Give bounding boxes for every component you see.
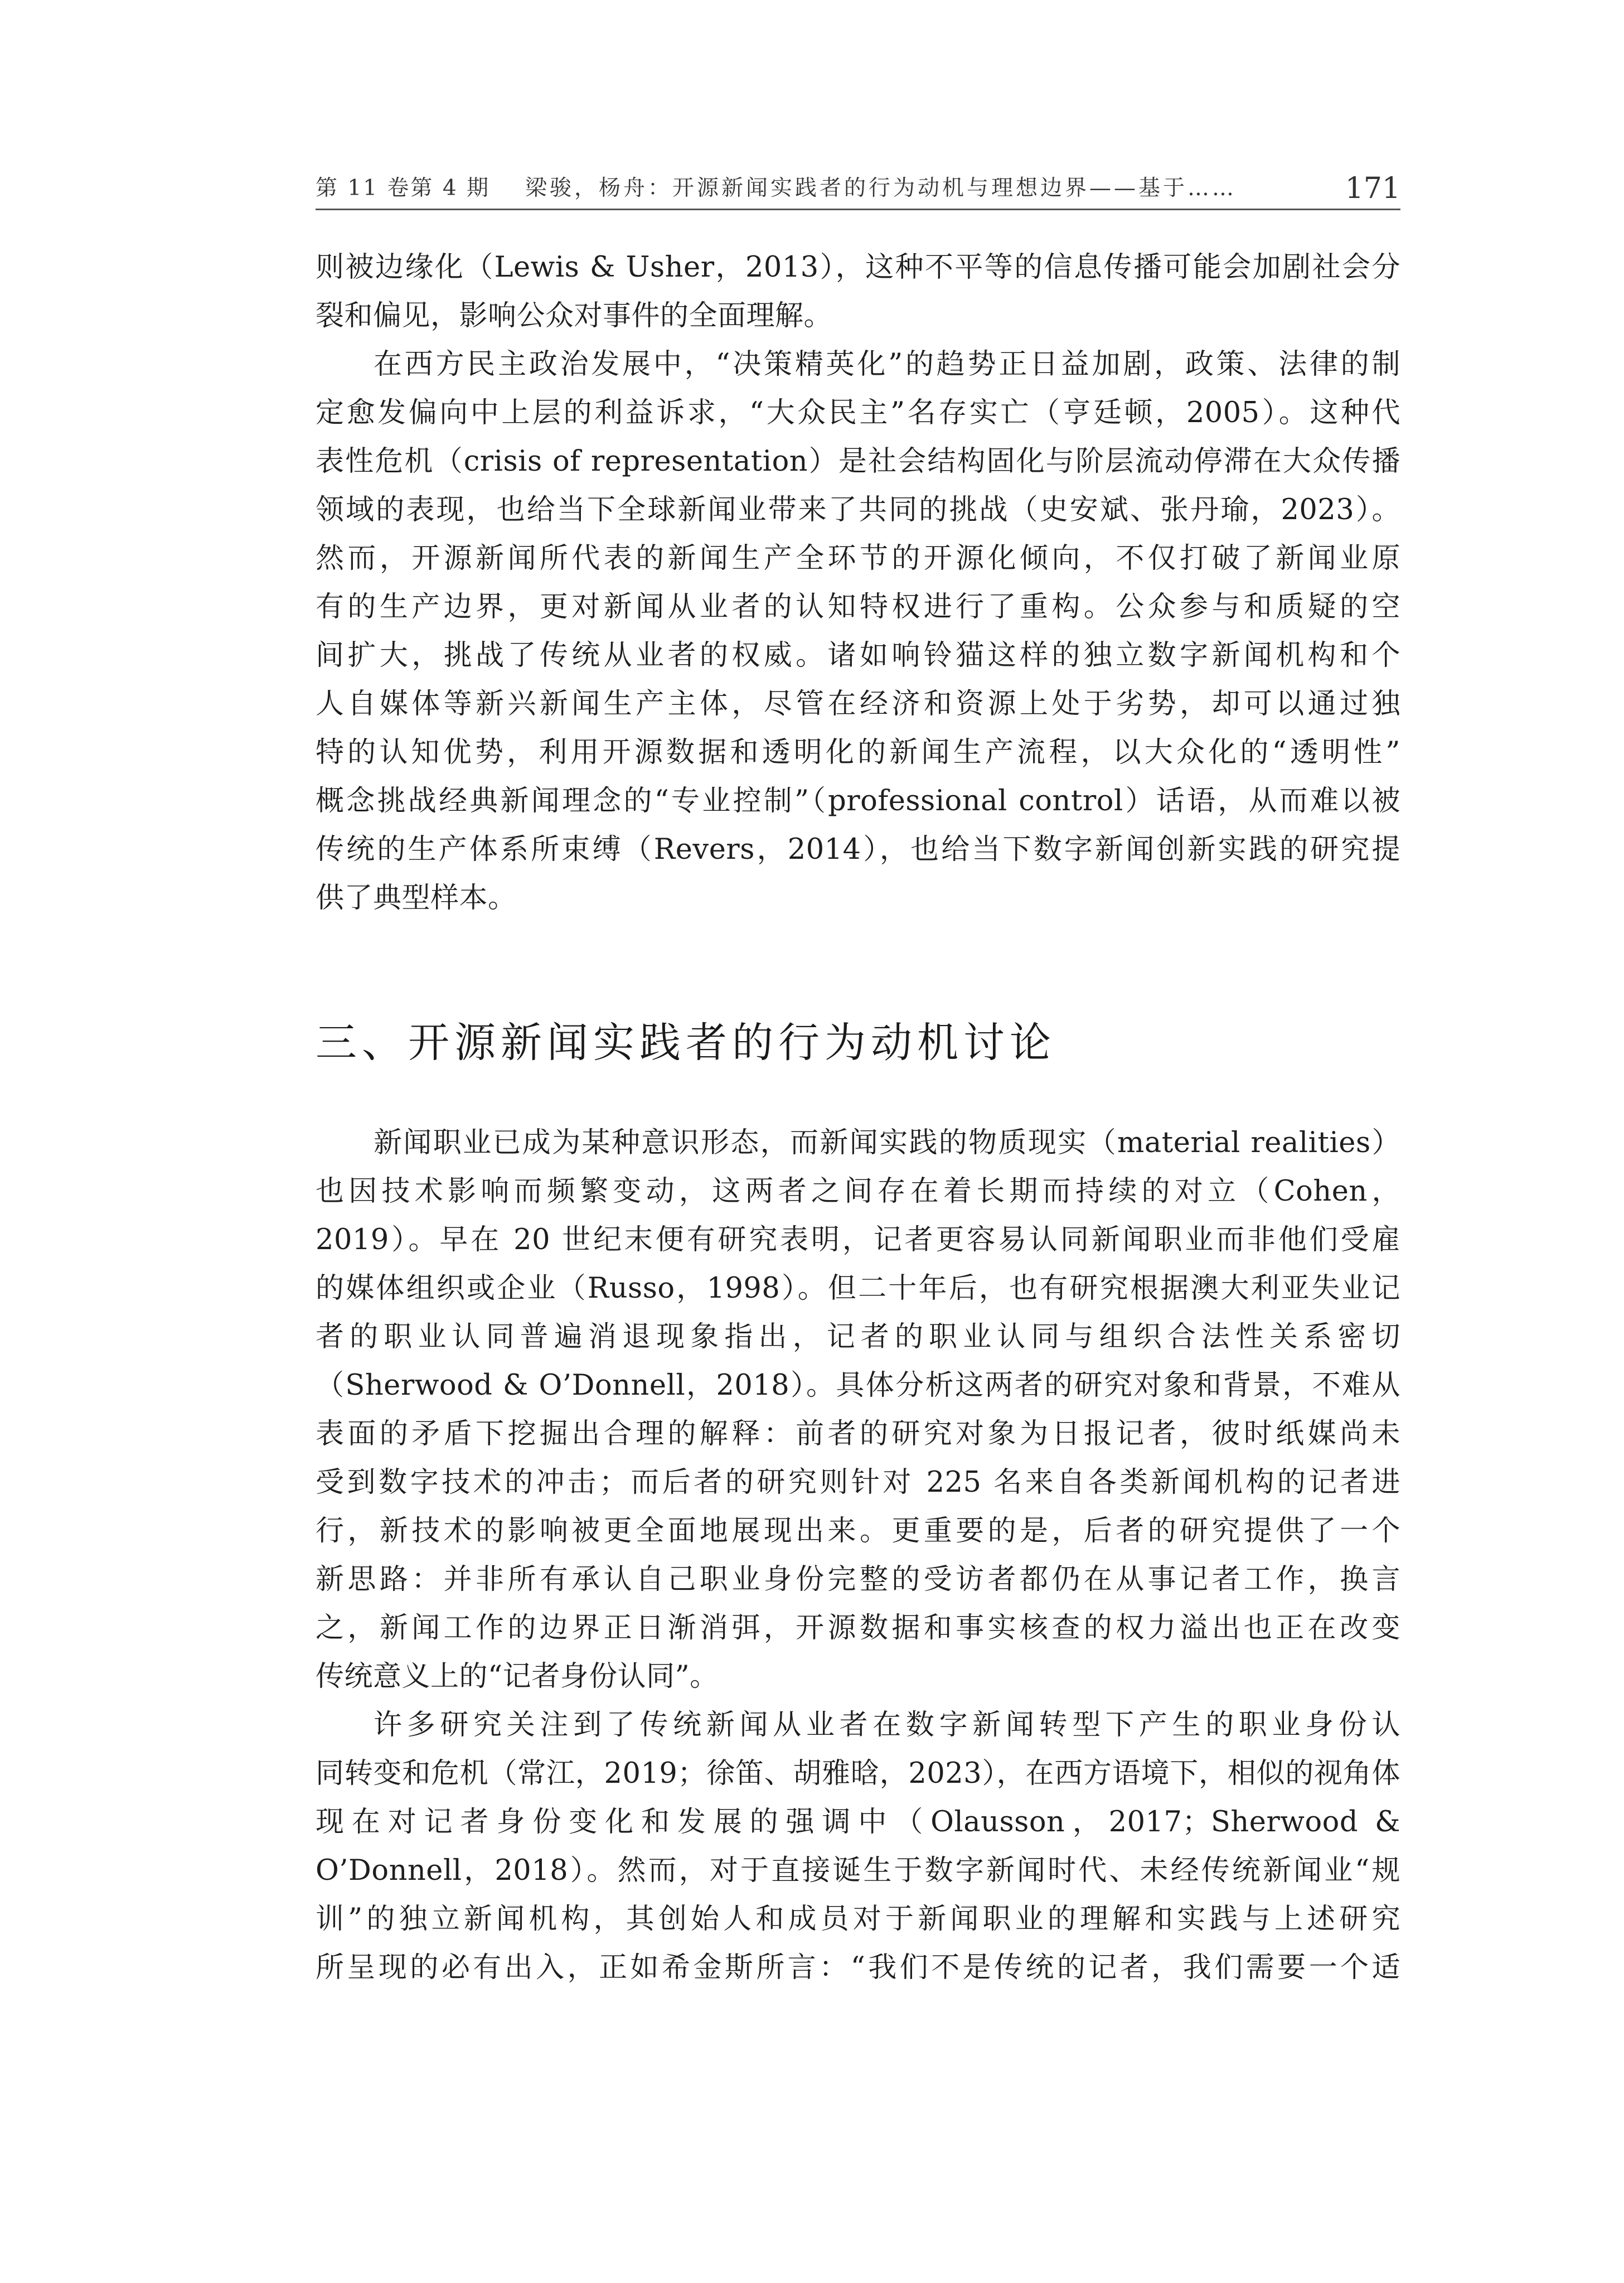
text-line: （Sherwood & O’Donnell，2018）。具体分析这两者的研究对象和背景，不难从 [316, 1369, 1400, 1402]
text-line: 概念挑战经典新闻理念的“专业控制”（professional control）话语，从而难以被 [316, 785, 1400, 818]
text-line: 表性危机（crisis of representation）是社会结构固化与阶层流动停滞在大众传播 [316, 445, 1400, 478]
text-line: 有的生产边界，更对新闻从业者的认知特权进行了重构。公众参与和质疑的空 [316, 591, 1400, 623]
page-number: 171 [1345, 172, 1400, 205]
body-text-top [316, 243, 1400, 922]
text-line: 受到数字技术的冲击；而后者的研究则针对 225 名来自各类新闻机构的记者进 [316, 1466, 1400, 1499]
header-rule [316, 209, 1400, 210]
running-title: 梁骏，杨舟：开源新闻实践者的行为动机与理想边界——基于…… [525, 176, 1237, 201]
text-line: 也因技术影响而频繁变动，这两者之间存在着长期而持续的对立（Cohen， [316, 1175, 1400, 1208]
text-line: 现在对记者身份变化和发展的强调中（Olausson，2017；Sherwood & [316, 1806, 1400, 1839]
text-line: 之，新闻工作的边界正日渐消弭，开源数据和事实核查的权力溢出也正在改变 [316, 1612, 1400, 1644]
text-line: 行，新技术的影响被更全面地展现出来。更重要的是，后者的研究提供了一个 [316, 1515, 1400, 1547]
text-line: 供了典型样本。 [316, 882, 517, 915]
text-line: 新闻职业已成为某种意识形态，而新闻实践的物质现实（material realities） [374, 1126, 1400, 1159]
text-line: 新思路：并非所有承认自己职业身份完整的受访者都仍在从事记者工作，换言 [316, 1563, 1400, 1596]
running-header [316, 171, 1400, 206]
text-line: 同转变和危机（常江，2019；徐笛、胡雅晗，2023），在西方语境下，相似的视角体 [316, 1757, 1400, 1790]
body-text-bottom [316, 1119, 1400, 1992]
text-line: 者的职业认同普遍消退现象指出，记者的职业认同与组织合法性关系密切 [316, 1321, 1400, 1353]
text-line: 则被边缘化（Lewis & Usher，2013），这种不平等的信息传播可能会加剧社会分 [316, 251, 1400, 284]
text-line: 间扩大，挑战了传统从业者的权威。诸如响铃猫这样的独立数字新闻机构和个 [316, 639, 1400, 672]
text-line: 2019）。早在 20 世纪末便有研究表明，记者更容易认同新闻职业而非他们受雇 [316, 1223, 1400, 1256]
text-line: 传统的生产体系所束缚（Revers，2014），也给当下数字新闻创新实践的研究提 [316, 833, 1400, 866]
text-line: 在西方民主政治发展中，“决策精英化”的趋势正日益加剧，政策、法律的制 [374, 348, 1400, 381]
text-line: 特的认知优势，利用开源数据和透明化的新闻生产流程，以大众化的“透明性” [316, 736, 1400, 769]
text-line: 许多研究关注到了传统新闻从业者在数字新闻转型下产生的职业身份认 [374, 1709, 1400, 1742]
text-line: 然而，开源新闻所代表的新闻生产全环节的开源化倾向，不仅打破了新闻业原 [316, 542, 1400, 575]
text-line: 定愈发偏向中上层的利益诉求，“大众民主”名存实亡（亨廷顿，2005）。这种代 [316, 396, 1400, 429]
text-line: 领域的表现，也给当下全球新闻业带来了共同的挑战（史安斌、张丹瑜，2023）。 [316, 494, 1400, 526]
text-line: 的媒体组织或企业（Russo，1998）。但二十年后，也有研究根据澳大利亚失业记 [316, 1272, 1400, 1305]
text-line: 裂和偏见，影响公众对事件的全面理解。 [316, 299, 833, 332]
text-line: 人自媒体等新兴新闻生产主体，尽管在经济和资源上处于劣势，却可以通过独 [316, 688, 1400, 720]
text-line: 传统意义上的“记者身份认同”。 [316, 1660, 719, 1693]
text-line: 训”的独立新闻机构，其创始人和成员对于新闻职业的理解和实践与上述研究 [316, 1903, 1400, 1936]
text-line: 所呈现的必有出入，正如希金斯所言：“我们不是传统的记者，我们需要一个适 [316, 1951, 1400, 1984]
journal-issue: 第 11 卷第 4 期 [316, 176, 491, 201]
section-heading: 三、开源新闻实践者的行为动机讨论 [316, 1019, 1056, 1067]
text-line: 表面的矛盾下挖掘出合理的解释：前者的研究对象为日报记者，彼时纸媒尚未 [316, 1418, 1400, 1450]
text-line: O’Donnell，2018）。然而，对于直接诞生于数字新闻时代、未经传统新闻业“规 [316, 1854, 1400, 1887]
